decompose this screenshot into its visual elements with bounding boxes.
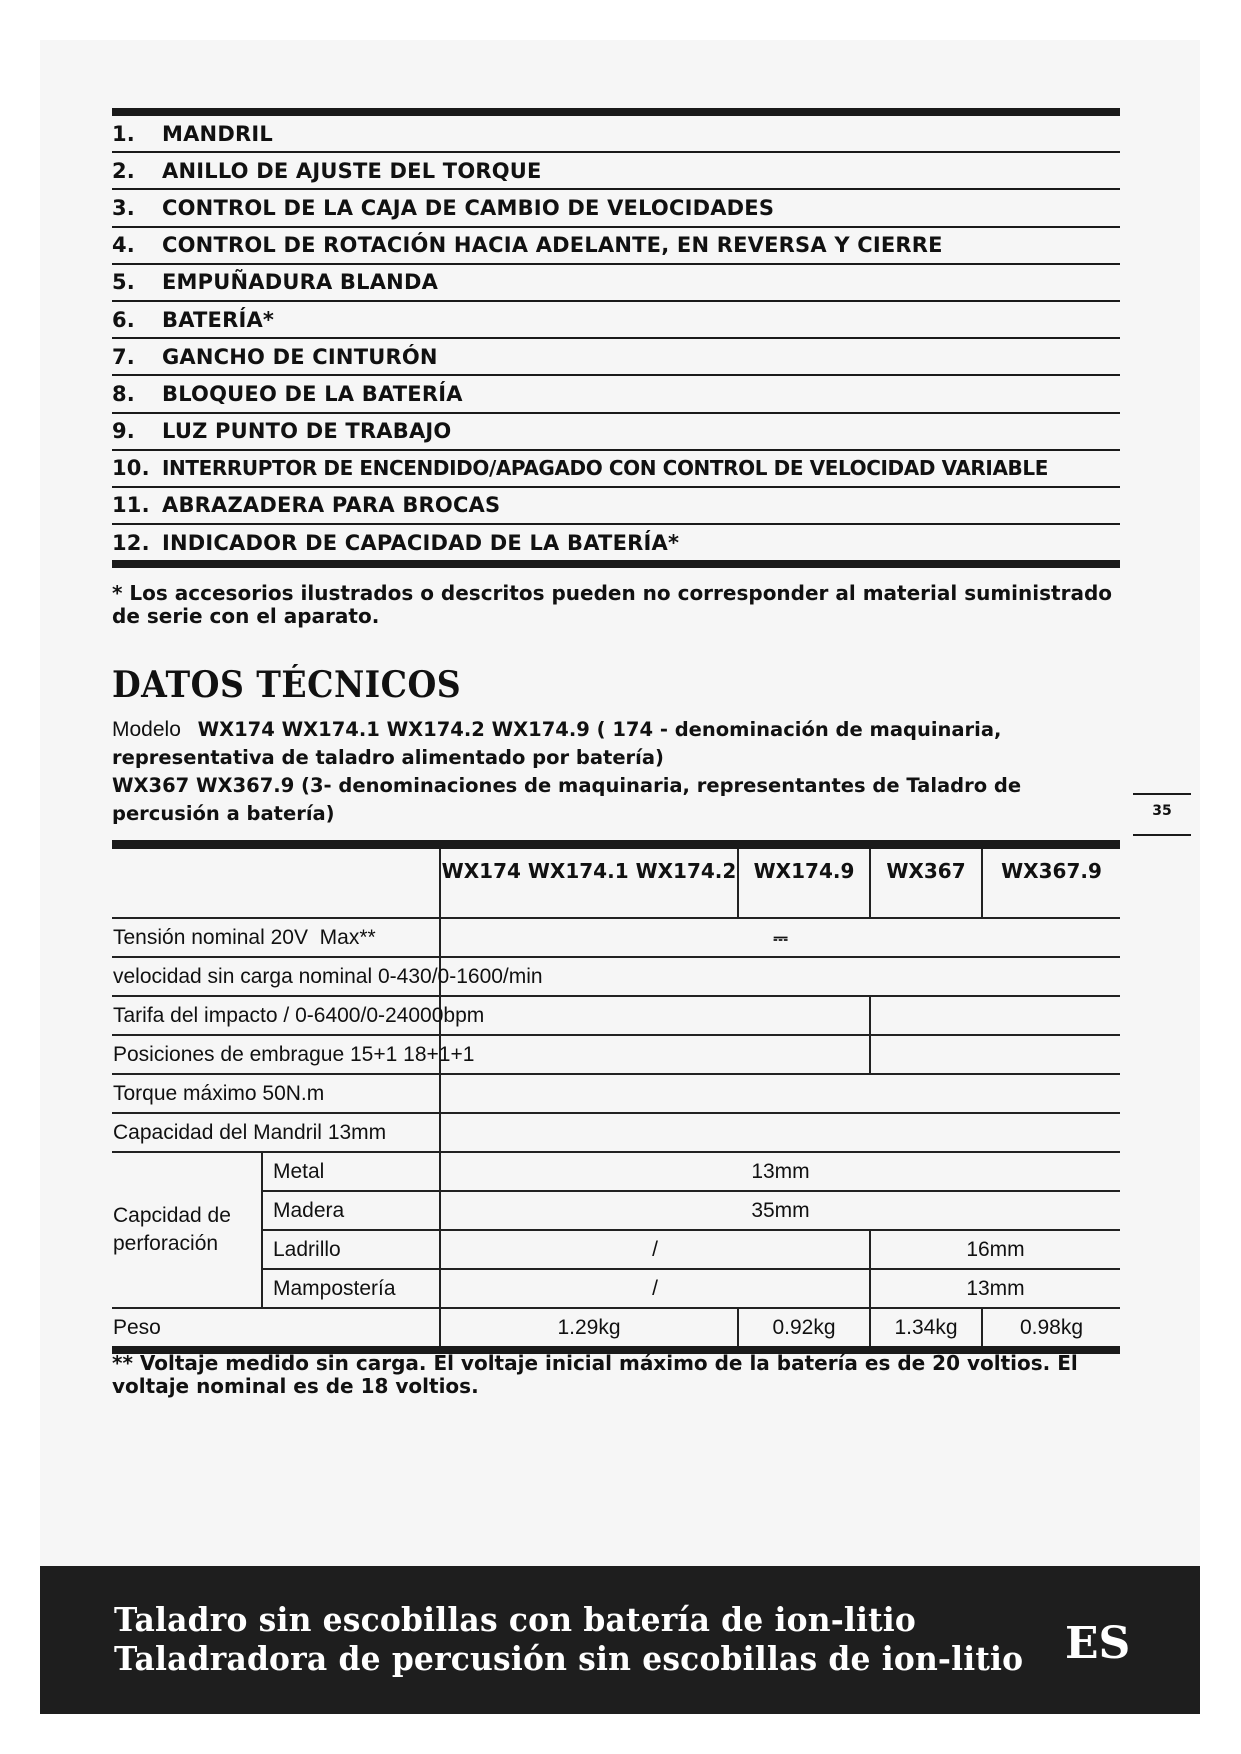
dc-cell (440, 918, 1120, 957)
table-row (112, 1308, 1120, 1350)
weight-value: 1.34kg (870, 1308, 982, 1350)
impact-label: Tarifa del impacto / (113, 1003, 290, 1027)
row-label-tension (112, 918, 440, 957)
parts-list-item (112, 265, 1120, 302)
row-label-impact (112, 996, 485, 1035)
torque-label: Torque máximo (113, 1081, 257, 1105)
spec-table (112, 840, 1120, 1354)
item-number: 3. (112, 195, 135, 220)
item-number: 6. (112, 307, 135, 332)
torque-value: 50N.m (262, 1081, 325, 1105)
impact-cell-right (870, 996, 1120, 1035)
ladrillo-value-right: 16mm (870, 1230, 1120, 1269)
material-metal: Metal (262, 1152, 440, 1191)
parts-list-item (112, 525, 1120, 560)
accessory-note: * Los accesorios ilustrados o descritos pueden no corresponder al material suministrado de serie con el aparato. (112, 581, 1112, 628)
item-number: 2. (112, 158, 135, 183)
model-label: Modelo (112, 718, 181, 741)
header-model-wx174-9: WX174.9 (738, 845, 870, 919)
clutch-label: Posiciones de embrague (113, 1042, 345, 1066)
item-label: INTERRUPTOR DE ENCENDIDO/APAGADO CON CONTROL DE VELOCIDAD VARIABLE (162, 456, 1048, 481)
parts-list-item (112, 190, 1120, 227)
footer-title-2: Taladradora de percusión sin escobillas de ion-litio (114, 1639, 1024, 1678)
table-row (112, 1113, 1120, 1152)
tension-label: Tensión nominal (113, 925, 265, 949)
item-label: BLOQUEO DE LA BATERÍA (162, 381, 463, 406)
page-number-rule (1133, 793, 1191, 795)
madera-value: 35mm (440, 1191, 1120, 1230)
model-line-1: WX174 WX174.1 WX174.2 WX174.9 ( 174 - denominación de maquinaria, representativa de taladro alimentado por batería) (112, 718, 1002, 769)
material-ladrillo: Ladrillo (262, 1230, 440, 1269)
table-row (112, 1152, 1120, 1191)
mamposteria-value-right: 13mm (870, 1269, 1120, 1308)
table-row (112, 1074, 1120, 1113)
item-label: EMPUÑADURA BLANDA (162, 270, 439, 295)
header-model-wx367: WX367 (870, 845, 982, 919)
parts-list-item (112, 414, 1120, 451)
table-row (112, 1191, 1120, 1230)
header-empty-cell (112, 845, 440, 919)
parts-list-item (112, 153, 1120, 190)
weight-value: 0.92kg (738, 1308, 870, 1350)
weight-value: 1.29kg (440, 1308, 738, 1350)
item-label: LUZ PUNTO DE TRABAJO (162, 419, 452, 444)
header-model-wx367-9: WX367.9 (982, 845, 1120, 919)
chuck-label: Capacidad del Mandril (113, 1120, 322, 1144)
item-label: CONTROL DE ROTACIÓN HACIA ADELANTE, EN REVERSA Y CIERRE (162, 233, 943, 258)
clutch-cell-right (870, 1035, 1120, 1074)
voltage-note: ** Voltaje medido sin carga. El voltaje inicial máximo de la batería es de 20 voltios. El voltaje nominal es de 18 voltios. (112, 1351, 1078, 1398)
impact-cell-left (440, 996, 870, 1035)
row-label-torque (112, 1074, 440, 1113)
item-number: 8. (112, 381, 135, 406)
item-number: 1. (112, 121, 135, 146)
item-number: 5. (112, 270, 135, 295)
clutch-value-1: 15+1 (350, 1042, 398, 1066)
item-number: 9. (112, 419, 135, 444)
footer-band (40, 1566, 1200, 1714)
item-number: 12. (112, 530, 150, 555)
table-row (112, 1269, 1120, 1308)
speed-value: 0-430/0-1600/min (378, 964, 543, 988)
tension-max: Max** (319, 925, 376, 949)
clutch-cell-left (440, 1035, 870, 1074)
page-number: 35 (1152, 803, 1172, 819)
table-row (112, 918, 1120, 957)
clutch-value-2: 18+1+1 (403, 1042, 475, 1066)
parts-list-item (112, 302, 1120, 339)
model-description (112, 716, 1122, 828)
item-number: 4. (112, 233, 135, 258)
weight-value: 0.98kg (982, 1308, 1120, 1350)
item-label: INDICADOR DE CAPACIDAD DE LA BATERÍA* (162, 530, 680, 555)
item-label: BATERÍA* (162, 307, 275, 332)
item-number: 7. (112, 344, 135, 369)
parts-list-item (112, 376, 1120, 413)
header-model-wx174: WX174 WX174.1 WX174.2 (440, 845, 738, 919)
item-label: CONTROL DE LA CAJA DE CAMBIO DE VELOCIDADES (162, 195, 775, 220)
parts-list-item (112, 228, 1120, 265)
metal-value: 13mm (440, 1152, 1120, 1191)
parts-list-item (112, 116, 1120, 153)
dc-symbol-icon: ⎓ (773, 927, 788, 949)
row-label-weight: Peso (112, 1308, 440, 1350)
item-number: 10. (112, 456, 150, 481)
table-row (112, 1035, 1120, 1074)
footer-title-1: Taladro sin escobillas con batería de ion-litio (114, 1600, 916, 1639)
language-code: ES (1065, 1618, 1131, 1669)
item-label: ABRAZADERA PARA BROCAS (162, 493, 501, 518)
mamposteria-value-left: / (440, 1269, 870, 1308)
item-label: MANDRIL (162, 121, 273, 146)
item-label: GANCHO DE CINTURÓN (162, 344, 438, 369)
table-row (112, 1230, 1120, 1269)
material-mamposteria: Mampostería (262, 1269, 440, 1308)
item-label: ANILLO DE AJUSTE DEL TORQUE (162, 158, 542, 183)
torque-cell (440, 1074, 1120, 1113)
chuck-cell (440, 1113, 1120, 1152)
ladrillo-value-left: / (440, 1230, 870, 1269)
material-madera: Madera (262, 1191, 440, 1230)
row-label-clutch (112, 1035, 475, 1074)
table-row (112, 957, 1120, 996)
item-number: 11. (112, 493, 150, 518)
row-label-speed (112, 957, 543, 996)
parts-list-item (112, 339, 1120, 376)
drilling-capacity-label: Capcidad de perforación (112, 1152, 262, 1308)
parts-list-item (112, 488, 1120, 525)
parts-list (112, 108, 1120, 568)
tension-value: 20V (270, 925, 308, 949)
chuck-value: 13mm (327, 1120, 387, 1144)
table-row (112, 996, 1120, 1035)
table-header-row (112, 845, 1120, 919)
page-number-rule (1133, 834, 1191, 836)
impact-value: 0-6400/0-24000bpm (295, 1003, 485, 1027)
speed-label: velocidad sin carga nominal (113, 964, 373, 988)
row-label-chuck (112, 1113, 440, 1152)
parts-list-item (112, 451, 1120, 488)
model-line-2: WX367 WX367.9 (3- denominaciones de maquinaria, representantes de Taladro de percusión a batería) (112, 774, 1022, 825)
section-title: DATOS TÉCNICOS (112, 664, 462, 706)
